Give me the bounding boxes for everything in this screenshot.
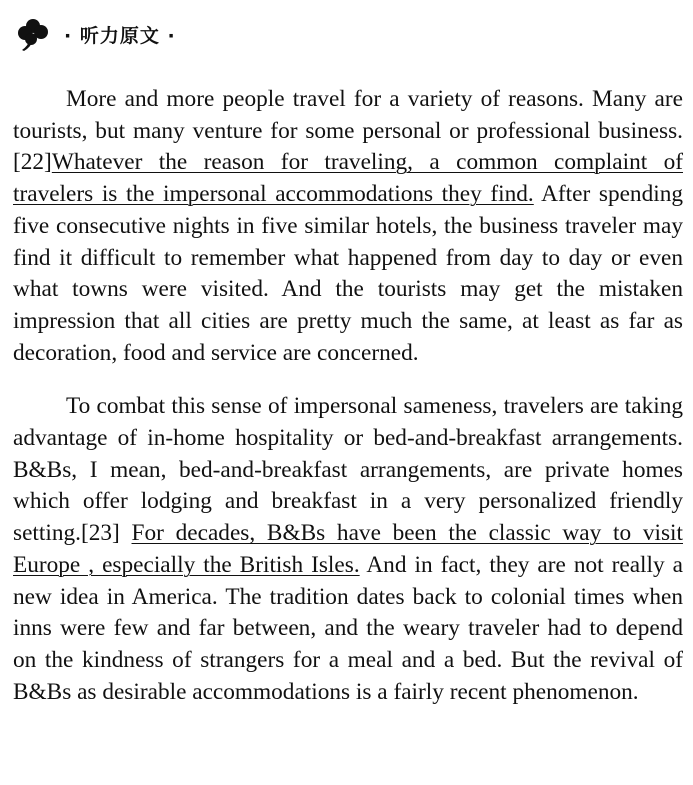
- paragraph-1: [13, 84, 683, 369]
- answer-sentence-22: Whatever the reason for traveling, a common complaint of travelers is the impersonal accommodations they find.: [13, 149, 683, 208]
- paragraph-2: [13, 391, 683, 708]
- answer-sentence-23: For decades, B&Bs have been the classic way to visit Europe , especially the British Isles.: [13, 520, 683, 578]
- paragraph-1-text-a: More and more people travel for a variety of reasons. Many are tourists, but many venture for some personal or professional business.: [13, 86, 683, 144]
- section-title: · 听力原文 ·: [64, 24, 176, 47]
- paragraph-2-text-b: And in fact, they are not really a new idea in America. The tradition dates back to colonial times when inns were few and far between, and the weary traveler had to depend on the kindness of strangers for a meal and a bed. But the revival of B&Bs as desirable accommodations is a fairly recent phenomenon.: [13, 551, 683, 705]
- paragraph-1-text-b: After spending five consecutive nights in five similar hotels, the business traveler may find it difficult to remember what happened from day to day or even what towns were visited. And the tourists may get the mistaken impression that all cities are pretty much the same, at least as far as decoration, food and service are concerned.: [13, 181, 683, 366]
- question-marker-23: [23]: [80, 520, 132, 547]
- question-marker-22: [22]: [13, 149, 52, 176]
- clover-icon: [16, 17, 50, 51]
- paragraph-2-text-a: To combat this sense of impersonal sameness, travelers are taking advantage of in-home hospitality or bed-and-breakfast arrangements. B&Bs, I mean, bed-and-breakfast arrangements, are private homes which offer lodging and breakfast in a very personalized friendly setting.: [13, 393, 683, 547]
- section-header: [16, 14, 176, 54]
- listening-transcript: [13, 84, 683, 708]
